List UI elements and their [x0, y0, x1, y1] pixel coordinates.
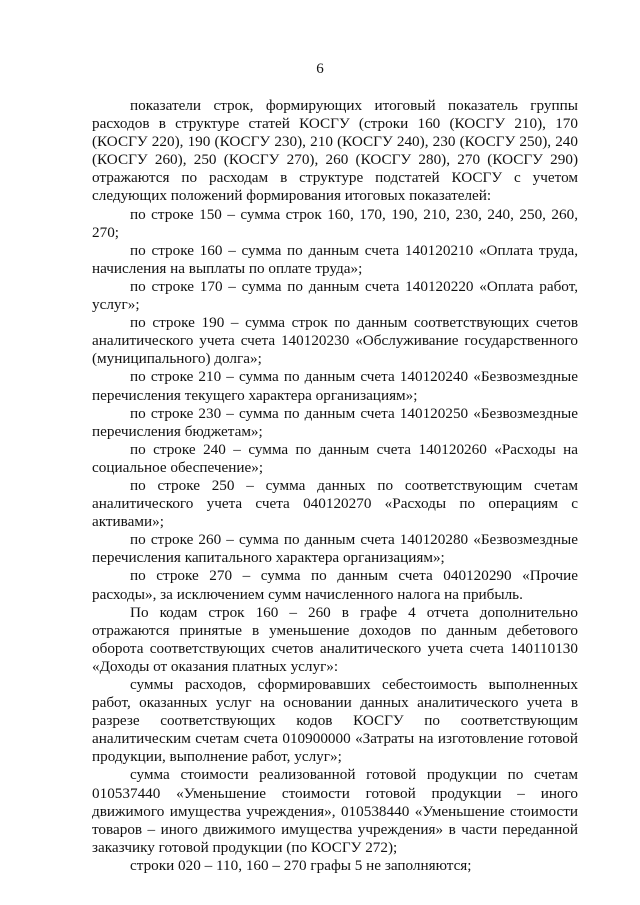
paragraph-line-260: по строке 260 – сумма по данным счета 140120280 «Безвозмездные перечисления капитального характера организациям»; — [92, 531, 578, 567]
paragraph-line-170: по строке 170 – сумма по данным счета 140120220 «Оплата работ, услуг»; — [92, 277, 578, 314]
paragraph-intro: показатели строк, формирующих итоговый показатель группы расходов в структуре статей КОСГУ (строки 160 (КОСГУ 210), 170 (КОСГУ 220), 190 (КОСГУ 230), 210 (КОСГУ 240), 230 (КОСГУ 250), 240 (КОСГУ 260), 250 (КОСГУ 270), 260 (КОСГУ 280), 270 (КОСГУ 290) отражаются по расходам в структуре подстатей КОСГУ с учетом следующих положений формирования итоговых показателей: — [92, 97, 578, 205]
paragraph-sold-products: сумма стоимости реализованной готовой продукции по счетам 010537440 «Уменьшение стоимости готовой продукции – иного движимого имущества учреждения», 010538440 «Уменьшение стоимости товаров – иного движимого имущества учреждения» в части переданной заказчику готовой продукции (по КОСГУ 272); — [92, 766, 578, 856]
paragraph-line-150: по строке 150 – сумма строк 160, 170, 190, 210, 230, 240, 250, 260, 270; — [92, 205, 578, 241]
paragraph-line-210: по строке 210 – сумма по данным счета 140120240 «Безвозмездные перечисления текущего характера организациям»; — [92, 368, 578, 404]
paragraph-line-270: по строке 270 – сумма по данным счета 040120290 «Прочие расходы», за исключением сумм начисленного налога на прибыль. — [92, 567, 578, 603]
paragraph-codes-160-260: По кодам строк 160 – 260 в графе 4 отчета дополнительно отражаются принятые в уменьшение доходов по данным дебетового оборота соответствующих счетов аналитического учета счета 140110130 «Доходы от оказания платных услуг»: — [92, 603, 578, 675]
paragraph-column-5-note: строки 020 – 110, 160 – 270 графы 5 не заполняются; — [130, 856, 472, 874]
document-body — [92, 97, 578, 875]
paragraph-line-240: по строке 240 – сумма по данным счета 140120260 «Расходы на социальное обеспечение»; — [92, 440, 578, 476]
paragraph-line-160: по строке 160 – сумма по данным счета 140120210 «Оплата труда, начисления на выплаты по оплате труда»; — [92, 241, 578, 277]
page-number: 6 — [316, 61, 324, 77]
paragraph-line-190: по строке 190 – сумма строк по данным соответствующих счетов аналитического учета счета 140120230 «Обслуживание государственного (муниципального) долга»; — [92, 314, 578, 368]
paragraph-expense-sums: суммы расходов, сформировавших себестоимость выполненных работ, оказанных услуг на основании данных аналитического учета в разрезе соответствующих кодов КОСГУ по соответствующим аналитическим счетам счета 010900000 «Затраты на изготовление готовой продукции, выполнение работ, услуг»; — [92, 676, 578, 766]
paragraph-line-250: по строке 250 – сумма данных по соответствующим счетам аналитического учета счета 040120270 «Расходы по операциям с активами»; — [92, 476, 578, 531]
paragraph-line-230: по строке 230 – сумма по данным счета 140120250 «Безвозмездные перечисления бюджетам»; — [92, 404, 578, 440]
